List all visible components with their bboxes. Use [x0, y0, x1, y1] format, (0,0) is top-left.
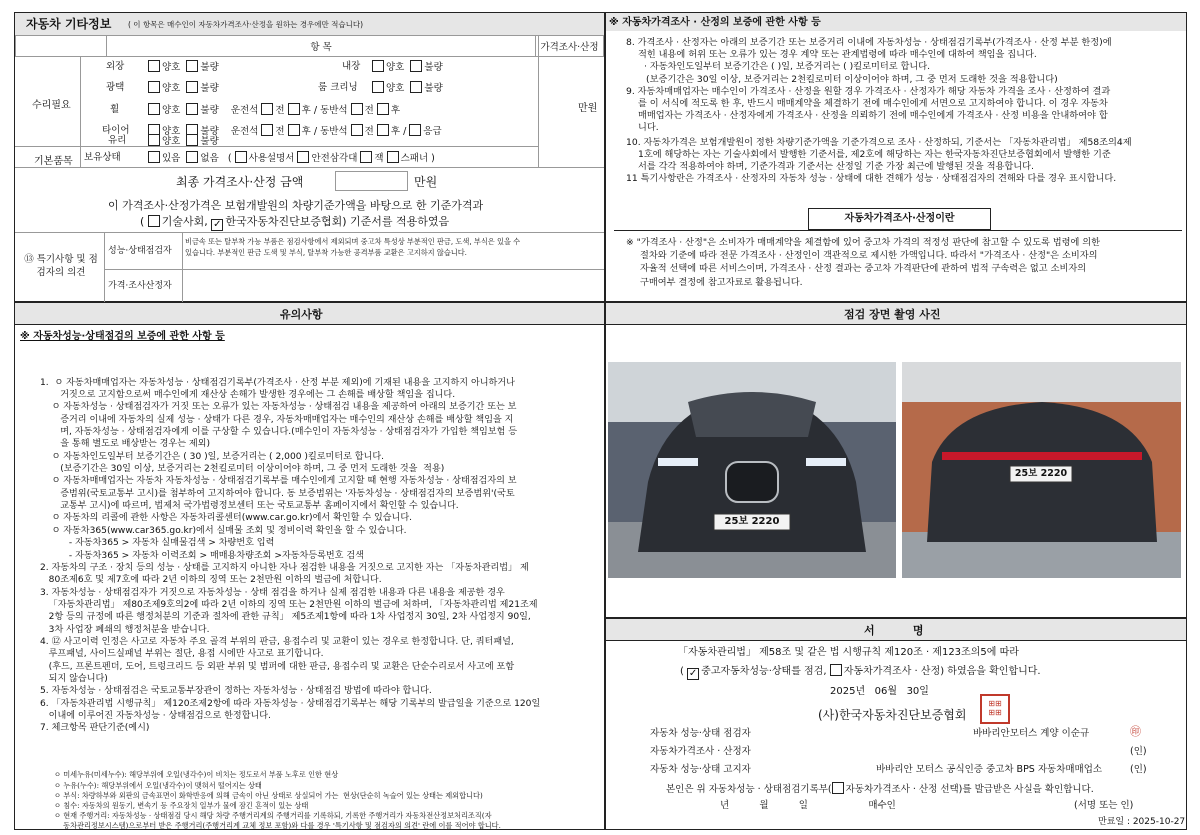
final-price-input[interactable]: [335, 171, 408, 191]
price-guarantee-title: ※ 자동차가격조사 · 산정의 보증에 관한 사항 등: [609, 17, 821, 28]
final-price-unit: 만원: [414, 175, 438, 189]
basic-exist-checkbox[interactable]: [148, 151, 160, 163]
row-exterior-label: 외장: [106, 61, 125, 72]
sig-row-1-label: 자동차가격조사 · 산정자: [650, 746, 751, 757]
row-interior-label: 내장: [342, 61, 361, 72]
inspector-text-2: 있습니다. 부분적인 판금 도색 및 부식, 탈부착 가능한 공격부품 교환은 고지하지 않습니다.: [185, 248, 467, 257]
interior-good-checkbox[interactable]: [372, 60, 384, 72]
notice-header: 유의사항: [280, 308, 323, 321]
front-photo: [608, 362, 896, 578]
manual-checkbox[interactable]: [235, 151, 247, 163]
wheel-driver-front-checkbox[interactable]: [261, 103, 273, 115]
basic-none-checkbox[interactable]: [186, 151, 198, 163]
wheel-pass-rear-checkbox[interactable]: [377, 103, 389, 115]
spanner-checkbox[interactable]: [387, 151, 399, 163]
holding-label: 보유상태: [84, 152, 121, 163]
row-tire-label: 타이어: [102, 125, 130, 136]
signature-date: 2025년 06월 30일: [830, 686, 929, 697]
gloss-bad-checkbox[interactable]: [186, 81, 198, 93]
row-gloss-label: 광택: [106, 82, 125, 93]
criteria-small-lines: ㅇ 미세누유(미세누수): 해당부위에 오일(냉각수)이 비치는 정도로서 부품 노후로 인한 현상 ㅇ 누유(누수): 해당부위에서 오일(냉각수)이 맺혀서 떨어지는 상태 ㅇ 부식: 차량하부와 외판의 금속표면이 화학반응에 의해 금속이 아닌 상태로 상실되어 가는 현상(단순히 녹슬어 있는 상태는 제외합니다) ㅇ 침수: 자동차의 원동기, 변속기 등 주요장치 일부가 물에 잠긴 흔적이 있는 상태 ㅇ 현재 주행거리: 자동차성능 · 상태점검 당시 해당 차량 주행거리계의 주행거리를 기록하되, 기록한 주행거리가 자동차전산정보처리조직(자 동차관리정보시스템)으로부터 받은 주행거리(주행거리계 교체 정보 포함)와 다를 경우 '특기사항 및 점검자의 의견' 란에 이를 적어야 합니다.: [54, 770, 501, 831]
manwon-label: 만원: [578, 103, 598, 114]
jack-checkbox[interactable]: [360, 151, 372, 163]
sig-row-0-value: 바바리안모터스 계양 이순규: [973, 728, 1090, 739]
interior-options: 양호 불량: [372, 60, 443, 73]
tire-pass-rear-checkbox[interactable]: [377, 124, 389, 136]
inspector-text-1: 비금속 또는 탈부착 가능 부품은 점검사항에서 제외되며 중고차 특성상 부분적인 판금, 도색, 부식은 있을 수: [185, 237, 521, 246]
tire-options: 양호 불량 운전석 전 후 / 동반석 전 후 / 응급: [148, 124, 442, 137]
receipt-price-checkbox[interactable]: [832, 782, 844, 794]
inspector-label: 성능·상태점검자: [108, 246, 172, 256]
triangle-checkbox[interactable]: [297, 151, 309, 163]
appraisal-box-text: ※ "가격조사 · 산정"은 소비자가 매매계약을 체결함에 있어 중고차 가격의 적정성 판단에 참고할 수 있도록 법령에 의한 절차와 기준에 따라 전문 가격조사 · 산정인이 객관적으로 제시한 가액입니다. 따라서 "가격조사 · 산정"은 소비자의 자율적 선택에 따른 서비스이며, 가격조사 · 산정 결과는 중고차 가격판단에 관하여 법적 구속력은 없고 소비자의 구매여부 결정에 참고자료로 활용됩니다.: [626, 237, 1101, 288]
room-options: 양호 불량: [372, 81, 443, 94]
room-bad-checkbox[interactable]: [410, 81, 422, 93]
tire-driver-rear-checkbox[interactable]: [288, 124, 300, 136]
signature-org: (사)한국자동차진단보증협회: [818, 708, 967, 722]
performance-check-checkbox[interactable]: ✓: [688, 668, 698, 679]
gloss-good-checkbox[interactable]: [148, 81, 160, 93]
expiry-date: 만료일 : 2025-10-27: [1098, 817, 1186, 827]
repair-label: 수리필요: [32, 100, 71, 111]
front-plate: 25보 2220: [724, 516, 780, 527]
gloss-options: 양호 불량: [148, 81, 219, 94]
sig-row-0-label: 자동차 성능·상태 점검자: [650, 728, 751, 739]
glass-options: 양호 불량: [148, 134, 219, 147]
wheel-pass-front-checkbox[interactable]: [351, 103, 363, 115]
org-seal: ⊞⊞ ⊞⊞: [980, 694, 1010, 724]
tire-pass-front-checkbox[interactable]: [351, 124, 363, 136]
glass-good-checkbox[interactable]: [148, 134, 160, 146]
exterior-good-checkbox[interactable]: [148, 60, 160, 72]
wheel-options: 양호 불량 운전석 전 후 / 동반석 전 후: [148, 103, 400, 116]
buyer-sign: (서명 또는 인): [1074, 800, 1134, 811]
price-check-checkbox[interactable]: [830, 664, 842, 676]
exterior-options: 양호 불량: [148, 60, 219, 73]
price-note-line2: ( 기술사회, ✓ 한국자동차진단보증협회) 기준서를 적용하였음: [140, 215, 450, 230]
notice-title: ※ 자동차성능·상태점검의 보증에 관한 사항 등: [20, 331, 225, 342]
sig-row-2-value: 바바리안 모터스 공식인증 중고차 BPS 자동차매매업소: [876, 764, 1103, 775]
price-note-line1: 이 가격조사·산정가격은 보험개발원의 차량기준가액을 바탕으로 한 기준가격과: [108, 199, 484, 212]
basic-label: 기본품목: [34, 156, 73, 167]
col-price-header: 가격조사·산정: [540, 42, 599, 53]
rear-photo: [902, 362, 1181, 578]
sig-row-2-label: 자동차 성능·상태 고지자: [650, 764, 751, 775]
tech-society-checkbox[interactable]: [148, 215, 160, 227]
wheel-bad-checkbox[interactable]: [186, 103, 198, 115]
special-notes-label: ⑬ 특기사항 및 점검자의 의견: [24, 254, 98, 278]
sig-row-1-seal: (인): [1130, 746, 1147, 757]
sig-row-2-seal: (인): [1130, 764, 1147, 775]
row-room-label: 룸 크리닝: [318, 82, 358, 93]
interior-bad-checkbox[interactable]: [410, 60, 422, 72]
signature-line1: 「자동차관리법」 제58조 및 같은 법 시행규칙 제120조 · 제123조의5에 따라: [678, 647, 1019, 658]
exterior-bad-checkbox[interactable]: [186, 60, 198, 72]
wheel-driver-rear-checkbox[interactable]: [288, 103, 300, 115]
extra-info-table: [15, 35, 604, 57]
row-glass-label-text: 유리: [108, 135, 127, 146]
rear-plate: 25보 2220: [1014, 468, 1068, 479]
photos-header: 점검 장면 촬영 사진: [844, 308, 941, 321]
row-wheel-label: 휠: [110, 104, 120, 115]
buyer-line: 년 월 일 매수인: [720, 800, 896, 811]
col-item-header: 항 목: [310, 42, 332, 53]
signature-line2: ( ✓ 중고자동차성능·상태를 점검, 자동차가격조사 · 산정) 하였음을 확인합니다.: [680, 666, 1041, 679]
signature-header: 서 명: [864, 624, 924, 637]
kaida-checkbox[interactable]: ✓: [213, 219, 222, 230]
appraiser-label: 가격·조사산정자: [108, 281, 172, 291]
wheel-good-checkbox[interactable]: [148, 103, 160, 115]
notice-lines: 1. ㅇ 자동차매매업자는 자동차성능 · 상태점검기록부(가격조사 · 산정 부분 제외)에 기재된 내용을 고지하지 아니하거나 거짓으로 고지함으로써 매수인에게 재산상 손해가 발생한 경우에는 그 손해를 배상할 책임을 집니다. ㅇ 자동차성능 · 상태점검자가 거짓 또는 오류가 있는 자동차성능 · 상태점검 내용을 제공하여 아래의 보증기간 또는 보 증거리 이내에 자동차의 실제 성능 · 상태가 다른 경우, 자동차매매업자는 매수인의 재산상 손해를 배상할 책임을 지 며, 자동차성능 · 상태점검자에게 이를 구상할 수 있습니다.(매수인이 자동차성능 · 상태점검자가 가입한 책임보험 등 을 통해 별도로 배상받는 경우는 제외) ㅇ 자동차인도일부터 보증기간은 ( 30 )일, 보증거리는 ( 2,000 )킬로미터로 합니다. (보증기간은 30일 이상, 보증거리는 2천킬로미터 이상이어야 하며, 그 중 먼저 도래한 것을 적용) ㅇ 자동차매매업자는 자동차 자동차성능 · 상태점검기록부를 매수인에게 고지할 때 현행 자동차성능 · 상태점검자의 보 증범위(국토교통부 고시)를 첨부하여 고지하여야 합니다. 동 보증범위는 '자동차성능 · 상태점검자의 보증범위'(국토 교통부 고시)에 따르며, 법제처 국가법령정보센터 또는 국토교통부 홈페이지에서 확인할 수 있습니다. ㅇ 자동차의 리콜에 관한 사항은 자동차리콜센터(www.car.go.kr)에서 확인할 수 있습니다. ㅇ 자동차365(www.car365.go.kr)에서 실매물 조회 및 정비이력 확인을 할 수 있습니다. - 자동차365 > 자동차 실매물검색 > 차량번호 입력 - 자동차365 > 자동차 이력조회 > 매매용차량조회 >자동차등록번호 검색 2. 자동차의 구조 · 장치 등의 성능 · 상태를 고지하지 아니한 자나 점검한 내용을 거짓으로 고지한 자는 「자동차관리법」 제 80조제6호 및 제7호에 따라 2년 이하의 징역 또는 2천만원 이하의 벌금에 처합니다. 3. 자동차성능 · 상태점검자가 거짓으로 자동차성능 · 상태 점검을 하거나 실제 점검한 내용과 다른 내용을 제공한 경우 「자동차관리법」 제80조제9호의2에 따라 2년 이하의 징역 또는 2천만원 이하의 벌금에 처하며, 「자동차관리법 제21조제 2항 등의 규정에 따른 행정처분의 기준과 절차에 관한 규칙」 제5조제1항에 따라 1차 사업정지 30일, 2차 사업정지 90일, 3차 사업장 폐쇄의 행정처분을 받습니다. 4. ⑫ 사고이력 인정은 사고로 자동차 주요 골격 부위의 판금, 용접수리 및 교환이 있는 경우로 한정합니다. 단, 쿼터패널, 루프패널, 사이드실패널 부위는 절단, 용접 시에만 사고로 표기합니다. (후드, 프론트펜더, 도어, 트렁크리드 등 외판 부위 및 범퍼에 대한 판금, 용접수리 및 교환은 단순수리로서 사고에 포함 되지 않습니다) 5. 자동차성능 · 상태점검은 국토교통부장관이 정하는 자동차성능 · 상태점검 방법에 따라야 합니다. 6. 「자동차관리법 시행규칙」 제120조제2항에 따라 자동차성능 · 상태점검기록부는 해당 기록부의 발급일을 기준으로 120일 이내에 이루어진 자동차성능 · 상태점검으로 한정합니다. 7. 체크항목 판단기준(예시): [40, 377, 541, 734]
appraisal-box-title: 자동차가격조사·산정이란: [808, 208, 991, 230]
extra-info-subtitle: ( 이 항목은 매수인이 자동차가격조사·산정을 원하는 경우에만 적습니다): [128, 20, 364, 29]
tire-emergency-checkbox[interactable]: [409, 124, 421, 136]
basic-options: 있음 없음 ( 사용설명서 안전삼각대 잭 스패너 ): [148, 151, 435, 164]
extra-info-title: 자동차 기타정보: [26, 17, 112, 31]
final-price-label: 최종 가격조사·산정 금액: [176, 175, 304, 189]
glass-bad-checkbox[interactable]: [186, 134, 198, 146]
room-good-checkbox[interactable]: [372, 81, 384, 93]
tire-driver-front-checkbox[interactable]: [261, 124, 273, 136]
price-guarantee-items: 8. 가격조사 · 산정자는 아래의 보증기간 또는 보증거리 이내에 자동차성능 · 상태점검기록부(가격조사 · 산정 부분 한정)에 적힌 내용에 허위 또는 오류가 있는 경우 계약 또는 관계법령에 따라 매수인에 대하여 책임을 집니다. · 자동차인도일부터 보증기간은 ( )일, 보증거리는 ( )킬로미터로 합니다. (보증기간은 30일 이상, 보증거리는 2천킬로미터 이상이어야 하며, 그 중 먼저 도래한 것을 적용합니다) 9. 자동차매매업자는 매수인이 가격조사 · 산정을 원할 경우 가격조사 · 산정자가 해당 자동차 가격을 조사 · 산정하여 결과 를 이 서식에 적도록 한 후, 반드시 매매계약을 체결하기 전에 매수인에게 서면으로 고지하여야 합니다. 이 경우 자동차 매매업자는 가격조사 · 산정자에게 가격조사 · 산정을 의뢰하기 전에 매수인에게 가격조사 · 산정 비용을 안내하여야 합 니다. 10. 자동차가격은 보험개발원이 정한 차량기준가액을 기준가격으로 조사 · 산정하되, 기준서는 「자동차관리법」 제58조의4제 1호에 해당하는 자는 기술사회에서 발행한 기준서를, 제2호에 해당하는 자는 한국자동차진단보증협회에서 발행한 기준 서를 각각 적용하여야 하며, 기준가격과 기준서는 산정일 기준 가장 최근에 발행된 것을 적용합니다. 11 특기사항란은 가격조사 · 산정자의 자동차 성능 · 상태에 대한 견해가 성능 · 상태점검자의 견해와 다를 경우 표시합니다.: [626, 37, 1132, 185]
receipt-line: 본인은 위 자동차성능 · 상태점검기록부( 자동차가격조사 · 산정 선택)를 발급받은 사실을 확인합니다.: [666, 784, 1094, 795]
sig-row-0-seal: ㊞: [1130, 725, 1141, 738]
